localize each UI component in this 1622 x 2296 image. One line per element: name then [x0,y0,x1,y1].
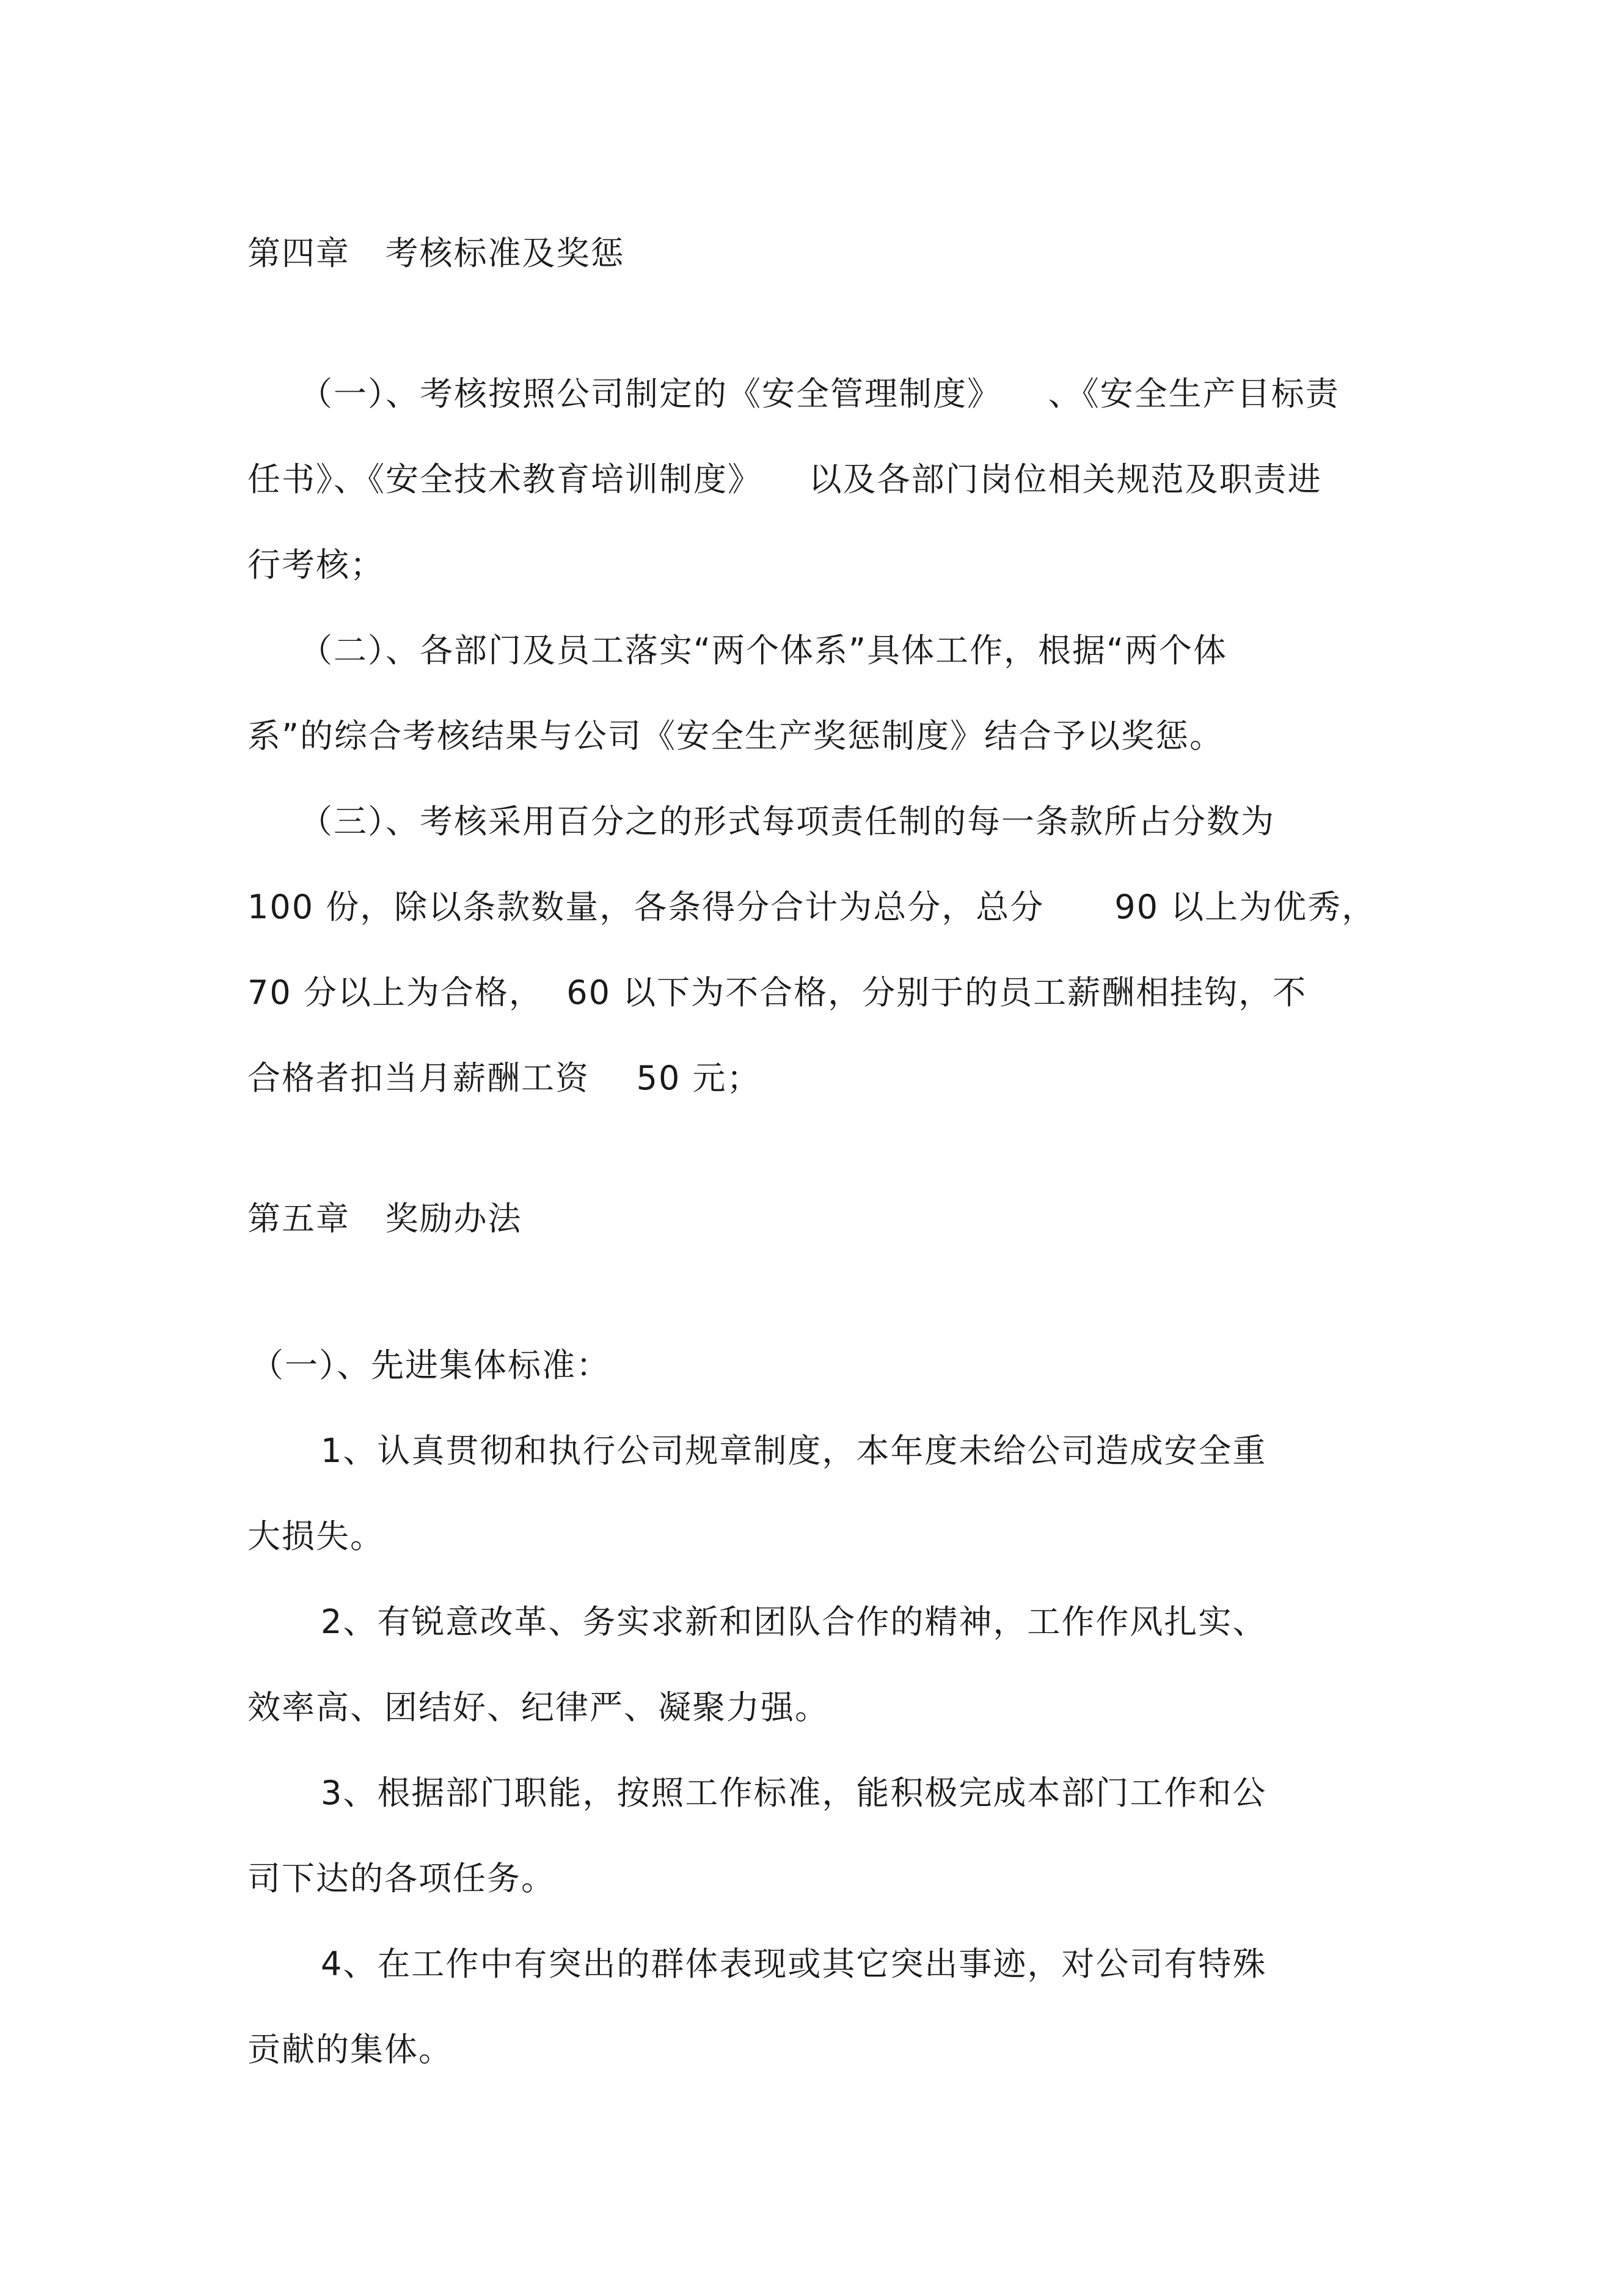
criterion-3-line-2: 司下达的各项任务。 [247,1859,555,1898]
criterion-3-line-1: 3、根据部门职能，按照工作标准，能积极完成本部门工作和公 [321,1774,1267,1812]
criterion-2-line-2: 效率高、团结好、纪律严、凝聚力强。 [247,1688,829,1727]
paragraph-4-1-line-3: 行考核； [247,546,384,584]
criterion-4-line-2: 贡献的集体。 [247,2030,453,2069]
criterion-4-line-1: 4、在工作中有突出的群体表现或其它突出事迹，对公司有特殊 [321,1945,1267,1983]
paragraph-4-3-line-2: 100 份，除以条款数量，各条得分合计为总分，总分 90 以上为优秀， [247,888,1376,926]
paragraph-4-3-line-3: 70 分以上为合格， 60 以下为不合格，分别于的员工薪酬相挂钩，不 [247,973,1307,1012]
criterion-1-line-1: 1、认真贯彻和执行公司规章制度，本年度未给公司造成安全重 [321,1431,1267,1470]
criterion-2-line-1: 2、有锐意改革、务实求新和团队合作的精神，工作作风扎实、 [321,1603,1267,1641]
section-5-1-title: （一）、先进集体标准： [250,1346,610,1384]
paragraph-4-3-line-4: 合格者扣当月薪酬工资 50 元； [247,1059,761,1097]
chapter-5-heading: 第五章 奖励办法 [247,1199,522,1238]
paragraph-4-2-line-1: （二）、各部门及员工落实“两个体系”具体工作，根据“两个体 [299,631,1227,670]
paragraph-4-1-line-2: 任书》、《安全技术教育培训制度》 以及各部门岗位相关规范及职责进 [247,460,1322,499]
paragraph-4-3-line-1: （三）、考核采用百分之的形式每项责任制的每一条款所占分数为 [299,802,1275,841]
chapter-4-heading: 第四章 考核标准及奖惩 [247,234,625,272]
paragraph-4-1-line-1: （一）、考核按照公司制定的《安全管理制度》 、《安全生产目标责 [299,375,1340,413]
criterion-1-line-2: 大损失。 [247,1517,384,1556]
paragraph-4-2-line-2: 系”的综合考核结果与公司《安全生产奖惩制度》结合予以奖惩。 [247,717,1224,755]
